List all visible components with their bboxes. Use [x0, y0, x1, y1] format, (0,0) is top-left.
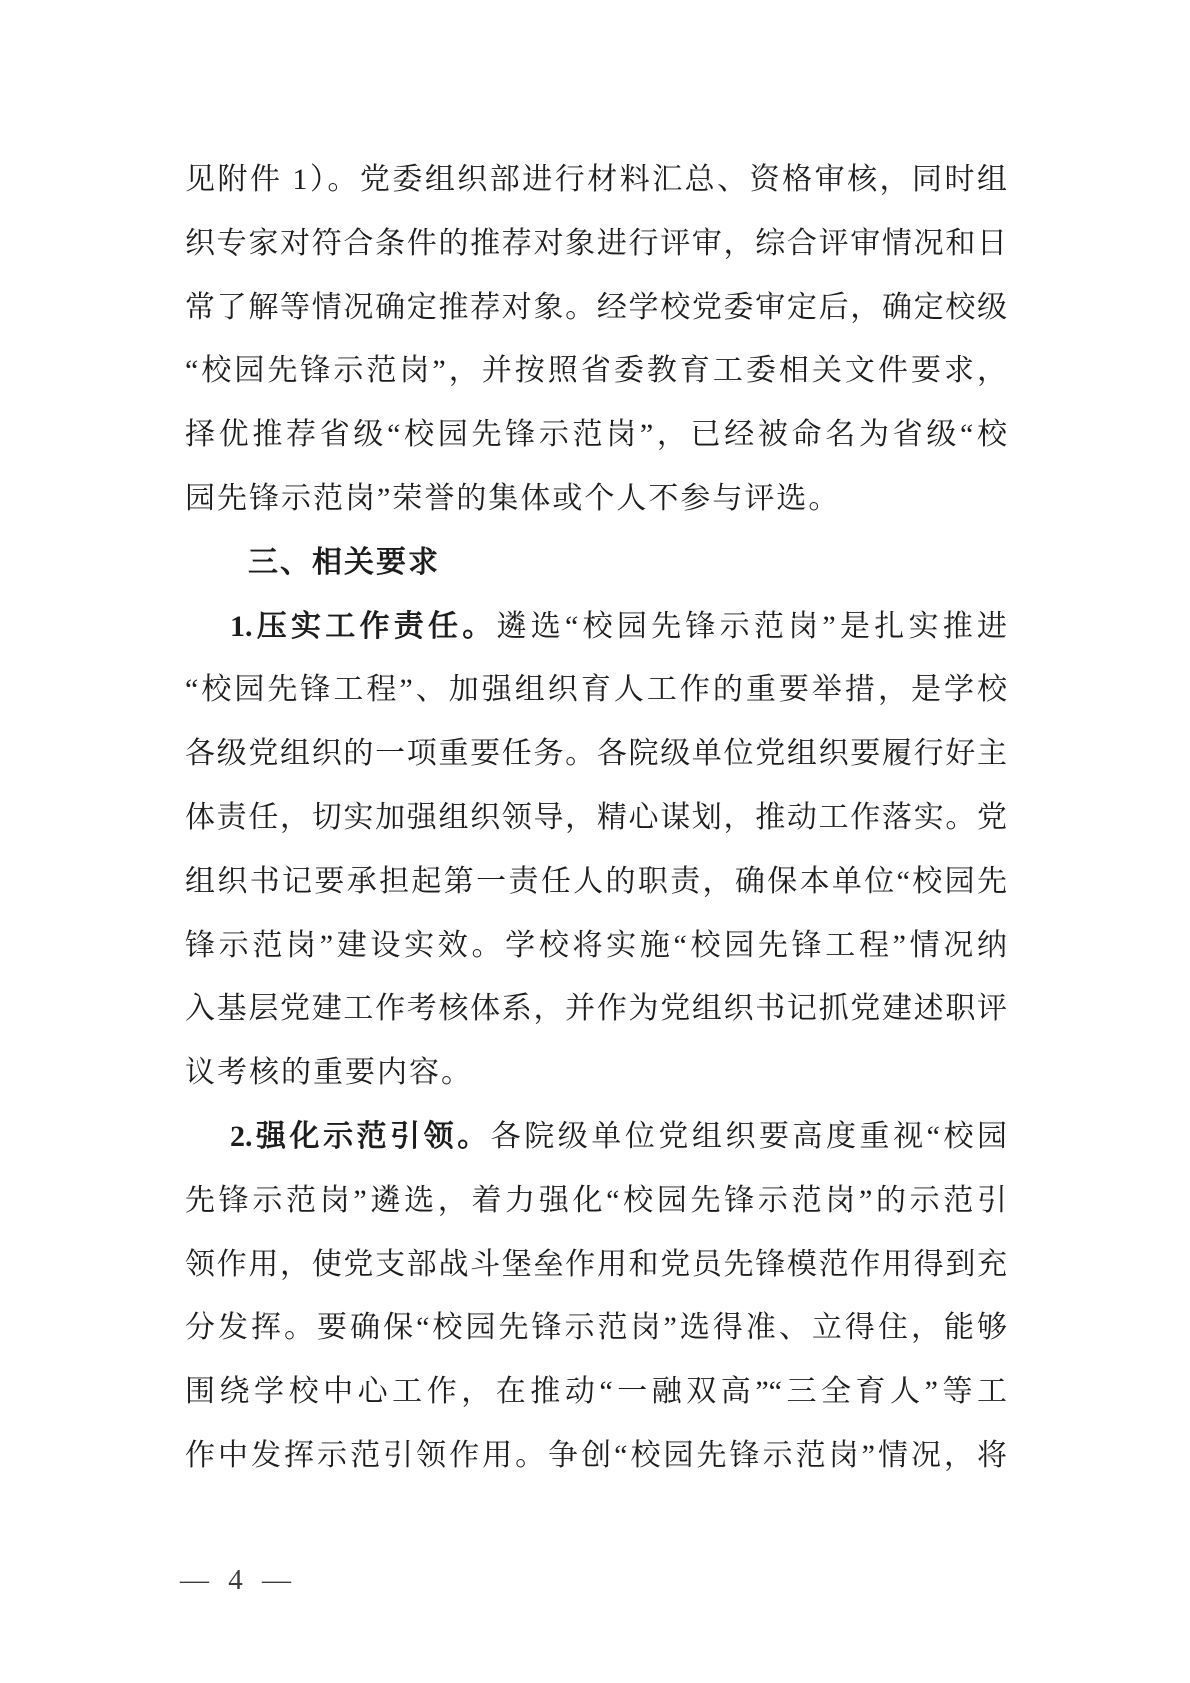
line-text: 各级党组织的一项重要任务。各院级单位党组织要履行好主	[185, 737, 1007, 771]
text-line	[185, 722, 1007, 786]
line-text: 分发挥。要确保“校园先锋示范岗”选得准、立得住，能够	[185, 1311, 1007, 1345]
line-text: 入基层党建工作考核体系，并作为党组织书记抓党建述职评	[185, 992, 1007, 1026]
text-line	[185, 1169, 1007, 1233]
text-line	[185, 212, 1007, 276]
text-line	[185, 850, 1007, 914]
line-text: 议考核的重要内容。	[185, 1056, 473, 1090]
paragraph-lead: 2.强化示范引领。	[230, 1119, 491, 1153]
text-line	[185, 1360, 1007, 1424]
line-text: 三、相关要求	[248, 545, 440, 579]
text-line	[185, 339, 1007, 403]
line-text: “校园先锋工程”、加强组织育人工作的重要举措，是学校	[185, 673, 1007, 707]
text-line	[185, 1041, 1007, 1105]
line-text: “校园先锋示范岗”，并按照省委教育工委相关文件要求，	[185, 354, 1007, 388]
text-line	[185, 276, 1007, 340]
line-text: 各院级单位党组织要高度重视“校园	[490, 1119, 1007, 1153]
line-text: 组织书记要承担起第一责任人的职责，确保本单位“校园先	[185, 864, 1007, 898]
section-heading	[185, 531, 1007, 595]
text-line	[185, 1296, 1007, 1360]
text-line	[185, 403, 1007, 467]
text-line	[185, 1233, 1007, 1297]
paragraph-lead: 1.压实工作责任。	[230, 609, 497, 643]
text-line	[185, 1424, 1007, 1488]
line-text: 围绕学校中心工作，在推动“一融双高”“三全育人”等工	[185, 1375, 1007, 1409]
line-text: 见附件 1）。党委组织部进行材料汇总、资格审核，同时组	[185, 163, 1007, 196]
text-line	[185, 914, 1007, 978]
text-line	[185, 658, 1007, 722]
line-text: 领作用，使党支部战斗堡垒作用和党员先锋模范作用得到充	[185, 1247, 1007, 1281]
text-line	[185, 786, 1007, 850]
line-text: 作中发挥示范引领作用。争创“校园先锋示范岗”情况，将	[185, 1438, 1007, 1472]
text-line	[185, 595, 1007, 659]
line-text: 遴选“校园先锋示范岗”是扎实推进	[496, 609, 1007, 643]
line-text: 常了解等情况确定推荐对象。经学校党委审定后，确定校级	[185, 290, 1007, 324]
line-text: 园先锋示范岗”荣誉的集体或个人不参与评选。	[185, 481, 841, 515]
text-line	[185, 1105, 1007, 1169]
line-text: 择优推荐省级“校园先锋示范岗”，已经被命名为省级“校	[185, 418, 1007, 452]
text-line	[185, 977, 1007, 1041]
page-number: — 4 —	[180, 1564, 297, 1596]
line-text: 锋示范岗”建设实效。学校将实施“校园先锋工程”情况纳	[185, 928, 1007, 962]
text-line	[185, 148, 1007, 212]
text-line	[185, 467, 1007, 531]
line-text: 先锋示范岗”遴选，着力强化“校园先锋示范岗”的示范引	[185, 1183, 1007, 1217]
document-body	[185, 148, 1007, 1488]
line-text: 织专家对符合条件的推荐对象进行评审，综合评审情况和日	[185, 226, 1007, 260]
line-text: 体责任，切实加强组织领导，精心谋划，推动工作落实。党	[185, 800, 1007, 834]
